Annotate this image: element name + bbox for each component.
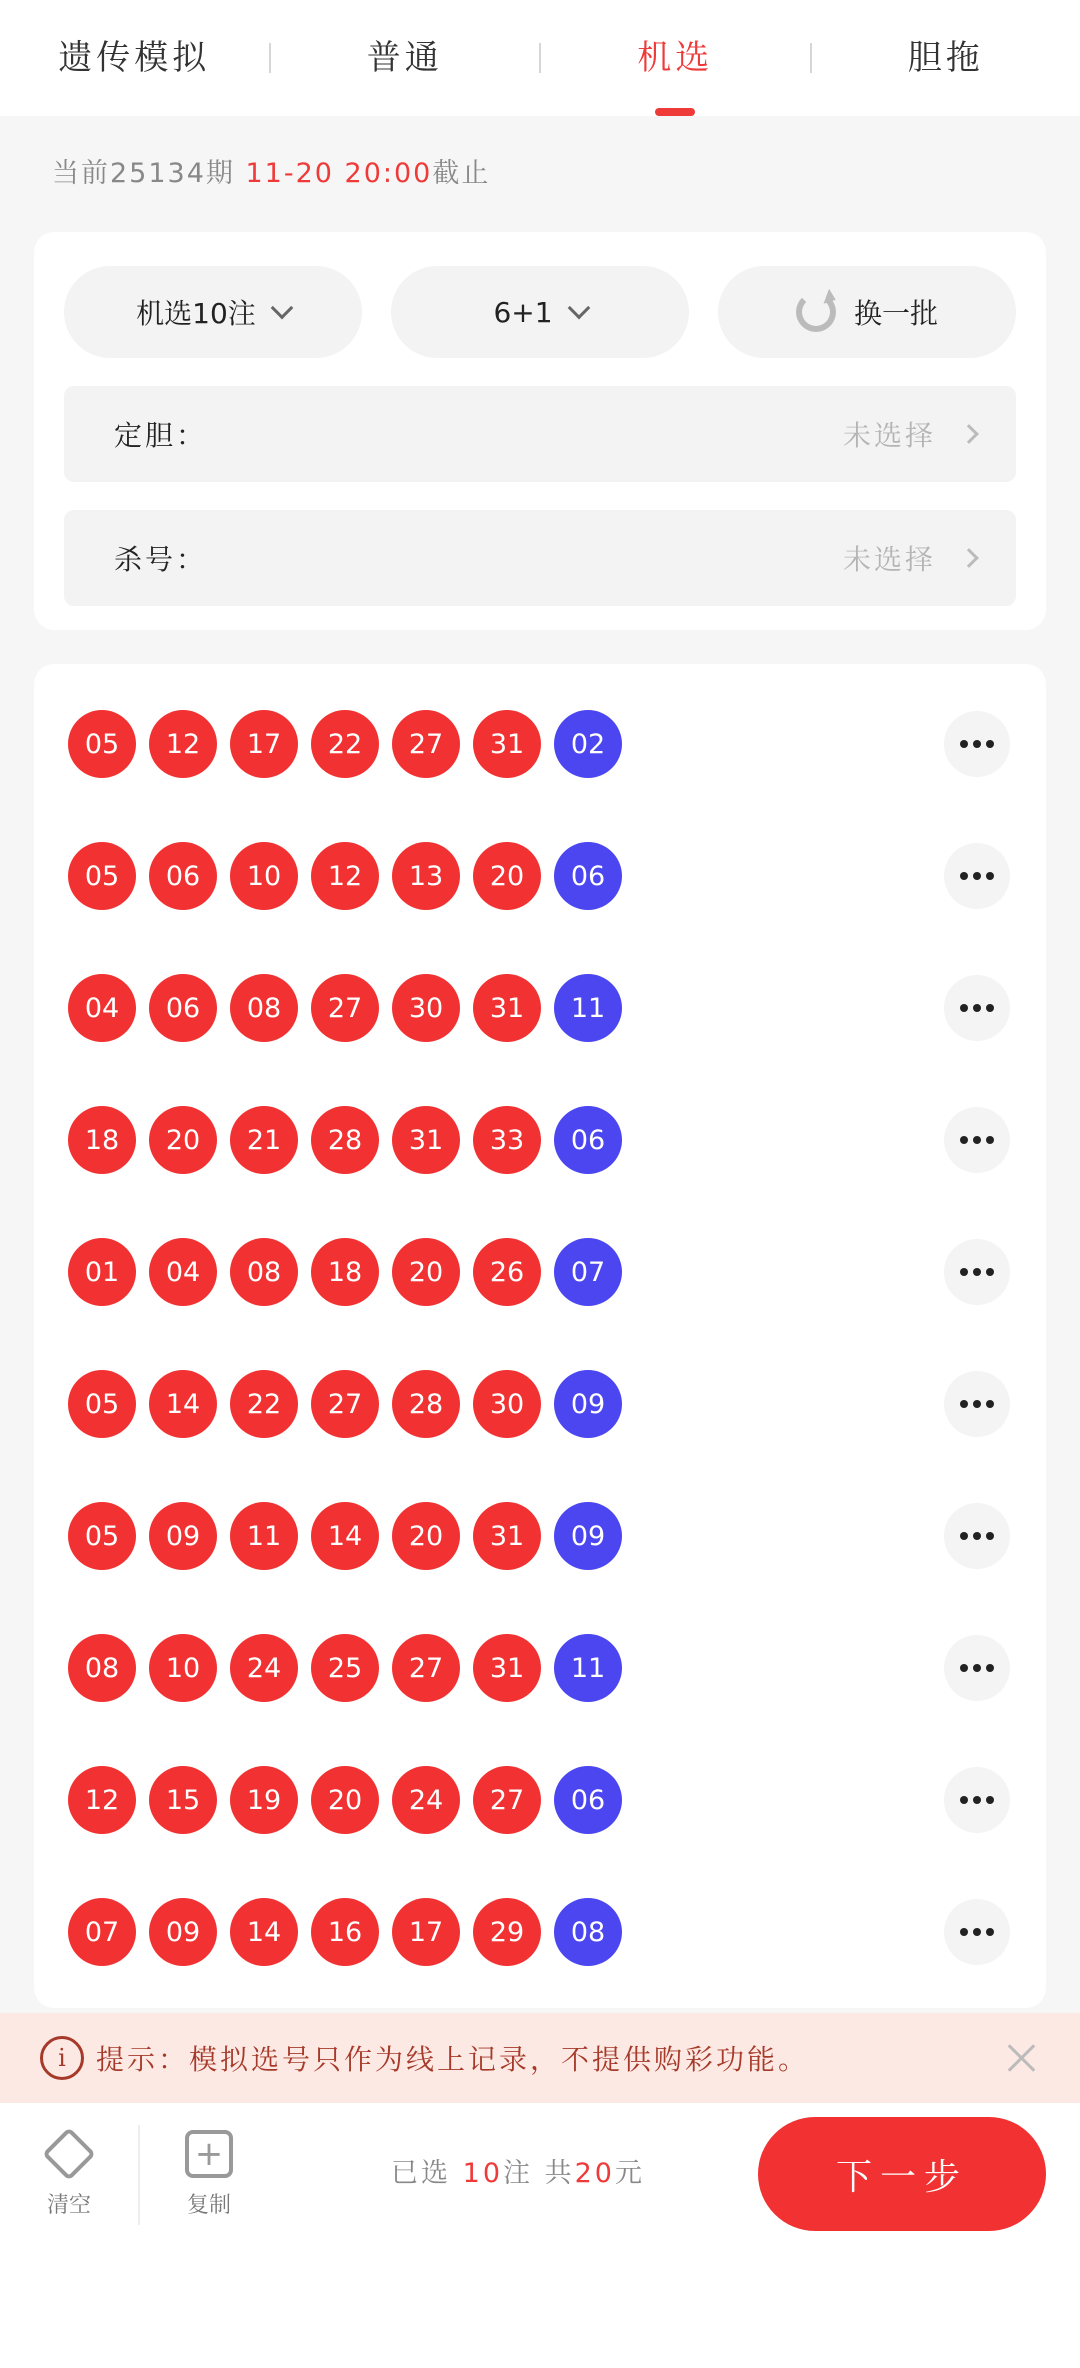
more-dot-icon — [973, 872, 981, 880]
red-ball: 24 — [392, 1766, 460, 1834]
tab-random-pick[interactable]: 机选 — [541, 0, 810, 116]
red-ball: 08 — [68, 1634, 136, 1702]
type-select-label: 6+1 — [493, 295, 553, 329]
ticket-row — [68, 1734, 1012, 1866]
red-ball: 20 — [311, 1766, 379, 1834]
count-select-label: 机选10注 — [136, 297, 256, 330]
copy-label: 复制 — [186, 2192, 231, 2218]
selected-unit: 注 共 — [503, 2158, 575, 2189]
ticket-row — [68, 1338, 1012, 1470]
shahao-value: 未选择 — [842, 543, 936, 576]
ticket-row — [68, 810, 1012, 942]
red-ball: 08 — [230, 1238, 298, 1306]
red-ball: 14 — [149, 1370, 217, 1438]
more-dot-icon — [960, 1004, 968, 1012]
red-ball: 20 — [473, 842, 541, 910]
more-dot-icon — [986, 1664, 994, 1672]
number-list — [34, 664, 1046, 2008]
red-ball: 04 — [68, 974, 136, 1042]
more-dot-icon — [960, 740, 968, 748]
dingdan-value: 未选择 — [842, 419, 936, 452]
more-dot-icon — [973, 1664, 981, 1672]
more-dot-icon — [986, 872, 994, 880]
red-ball: 12 — [68, 1766, 136, 1834]
red-ball: 25 — [311, 1634, 379, 1702]
red-ball: 27 — [311, 1370, 379, 1438]
clear-label: 清空 — [46, 2192, 91, 2218]
more-options-button[interactable] — [944, 1767, 1010, 1833]
more-options-button[interactable] — [944, 711, 1010, 777]
more-dot-icon — [986, 1400, 994, 1408]
blue-ball: 06 — [554, 1106, 622, 1174]
chevron-right-icon — [959, 424, 979, 444]
red-ball: 10 — [230, 842, 298, 910]
tip-banner — [0, 2013, 1080, 2103]
chevron-down-icon — [567, 297, 590, 320]
red-ball: 05 — [68, 1370, 136, 1438]
red-ball: 09 — [149, 1898, 217, 1966]
ticket-row — [68, 678, 1012, 810]
red-ball: 18 — [311, 1238, 379, 1306]
copy-icon: + — [185, 2130, 233, 2178]
options-card — [34, 232, 1046, 630]
more-options-button[interactable] — [944, 843, 1010, 909]
red-ball: 07 — [68, 1898, 136, 1966]
blue-ball: 08 — [554, 1898, 622, 1966]
blue-ball: 06 — [554, 1766, 622, 1834]
more-options-button[interactable] — [944, 1635, 1010, 1701]
red-ball: 21 — [230, 1106, 298, 1174]
more-options-button[interactable] — [944, 1503, 1010, 1569]
red-ball: 28 — [311, 1106, 379, 1174]
blue-ball: 09 — [554, 1370, 622, 1438]
red-ball: 01 — [68, 1238, 136, 1306]
red-ball: 15 — [149, 1766, 217, 1834]
red-ball: 17 — [392, 1898, 460, 1966]
info-icon: i — [40, 2036, 84, 2080]
red-ball: 29 — [473, 1898, 541, 1966]
ticket-row — [68, 1074, 1012, 1206]
selected-count: 10 — [462, 2158, 503, 2189]
blue-ball: 02 — [554, 710, 622, 778]
more-dot-icon — [973, 1532, 981, 1540]
red-ball: 20 — [392, 1502, 460, 1570]
blue-ball: 07 — [554, 1238, 622, 1306]
amount-unit: 元 — [614, 2158, 645, 2189]
more-dot-icon — [973, 1004, 981, 1012]
red-ball: 12 — [149, 710, 217, 778]
issue-number: 当前25134期 — [52, 158, 235, 189]
red-ball: 12 — [311, 842, 379, 910]
close-icon[interactable] — [1004, 2040, 1040, 2076]
more-dot-icon — [960, 1400, 968, 1408]
more-dot-icon — [973, 740, 981, 748]
more-options-button[interactable] — [944, 1371, 1010, 1437]
more-dot-icon — [960, 1268, 968, 1276]
more-dot-icon — [973, 1796, 981, 1804]
red-ball: 26 — [473, 1238, 541, 1306]
red-ball: 30 — [392, 974, 460, 1042]
shahao-label: 杀号： — [114, 543, 208, 576]
red-ball: 08 — [230, 974, 298, 1042]
selected-prefix: 已选 — [391, 2158, 452, 2189]
tab-banker-drag[interactable]: 胆拖 — [907, 38, 984, 78]
red-ball: 13 — [392, 842, 460, 910]
issue-deadline-suffix: 截止 — [432, 158, 491, 189]
ticket-row — [68, 1206, 1012, 1338]
red-ball: 18 — [68, 1106, 136, 1174]
red-ball: 05 — [68, 842, 136, 910]
more-dot-icon — [986, 1532, 994, 1540]
ticket-row — [68, 1602, 1012, 1734]
issue-info — [0, 116, 1080, 232]
more-dot-icon — [973, 1400, 981, 1408]
dingdan-label: 定胆： — [114, 419, 208, 452]
more-options-button[interactable] — [944, 975, 1010, 1041]
red-ball: 04 — [149, 1238, 217, 1306]
count-select[interactable] — [64, 266, 362, 358]
red-ball: 27 — [311, 974, 379, 1042]
red-ball: 31 — [473, 1634, 541, 1702]
refresh-icon — [796, 292, 836, 332]
bottom-bar — [0, 2103, 1080, 2368]
more-dot-icon — [986, 740, 994, 748]
more-dot-icon — [973, 1136, 981, 1144]
red-ball: 10 — [149, 1634, 217, 1702]
red-ball: 14 — [311, 1502, 379, 1570]
red-ball: 22 — [230, 1370, 298, 1438]
refresh-label: 换一批 — [853, 297, 938, 330]
red-ball: 05 — [68, 1502, 136, 1570]
red-ball: 06 — [149, 974, 217, 1042]
copy-button[interactable] — [140, 2117, 278, 2231]
more-dot-icon — [973, 1928, 981, 1936]
blue-ball: 11 — [554, 974, 622, 1042]
type-select[interactable] — [391, 266, 689, 358]
red-ball: 27 — [392, 710, 460, 778]
red-ball: 31 — [473, 974, 541, 1042]
more-dot-icon — [986, 1268, 994, 1276]
more-dot-icon — [960, 1136, 968, 1144]
chevron-down-icon — [270, 297, 293, 320]
refresh-button[interactable] — [718, 266, 1016, 358]
red-ball: 09 — [149, 1502, 217, 1570]
ticket-row — [68, 1866, 1012, 1998]
red-ball: 16 — [311, 1898, 379, 1966]
tab-bar — [0, 0, 1080, 116]
red-ball: 20 — [392, 1238, 460, 1306]
more-options-button[interactable] — [944, 1107, 1010, 1173]
red-ball: 20 — [149, 1106, 217, 1174]
amount: 20 — [574, 2158, 615, 2189]
more-dot-icon — [986, 1928, 994, 1936]
more-options-button[interactable] — [944, 1899, 1010, 1965]
tab-genetic-sim[interactable]: 遗传模拟 — [58, 38, 211, 78]
more-dot-icon — [960, 1928, 968, 1936]
more-dot-icon — [960, 872, 968, 880]
more-dot-icon — [986, 1796, 994, 1804]
more-options-button[interactable] — [944, 1239, 1010, 1305]
blue-ball: 06 — [554, 842, 622, 910]
blue-ball: 09 — [554, 1502, 622, 1570]
red-ball: 31 — [392, 1106, 460, 1174]
red-ball: 24 — [230, 1634, 298, 1702]
red-ball: 27 — [473, 1766, 541, 1834]
more-dot-icon — [960, 1664, 968, 1672]
dingdan-field[interactable] — [64, 386, 1016, 482]
red-ball: 22 — [311, 710, 379, 778]
next-step-button[interactable]: 下一步 — [758, 2117, 1046, 2231]
tab-normal[interactable]: 普通 — [366, 38, 443, 78]
red-ball: 33 — [473, 1106, 541, 1174]
ticket-row — [68, 942, 1012, 1074]
red-ball: 17 — [230, 710, 298, 778]
red-ball: 31 — [473, 1502, 541, 1570]
red-ball: 05 — [68, 710, 136, 778]
more-dot-icon — [960, 1532, 968, 1540]
red-ball: 14 — [230, 1898, 298, 1966]
red-ball: 11 — [230, 1502, 298, 1570]
more-dot-icon — [960, 1796, 968, 1804]
red-ball: 19 — [230, 1766, 298, 1834]
red-ball: 27 — [392, 1634, 460, 1702]
more-dot-icon — [973, 1268, 981, 1276]
more-dot-icon — [986, 1004, 994, 1012]
red-ball: 28 — [392, 1370, 460, 1438]
blue-ball: 11 — [554, 1634, 622, 1702]
issue-deadline: 11-20 20:00 — [245, 158, 433, 189]
eraser-icon — [45, 2130, 93, 2178]
red-ball: 31 — [473, 710, 541, 778]
red-ball: 06 — [149, 842, 217, 910]
more-dot-icon — [986, 1136, 994, 1144]
chevron-right-icon — [959, 548, 979, 568]
tip-text: 提示：模拟选号只作为线上记录，不提供购彩功能。 — [96, 2043, 810, 2076]
clear-button[interactable] — [0, 2117, 138, 2231]
ticket-row — [68, 1470, 1012, 1602]
selection-summary — [278, 2117, 758, 2231]
red-ball: 30 — [473, 1370, 541, 1438]
shahao-field[interactable] — [64, 510, 1016, 606]
